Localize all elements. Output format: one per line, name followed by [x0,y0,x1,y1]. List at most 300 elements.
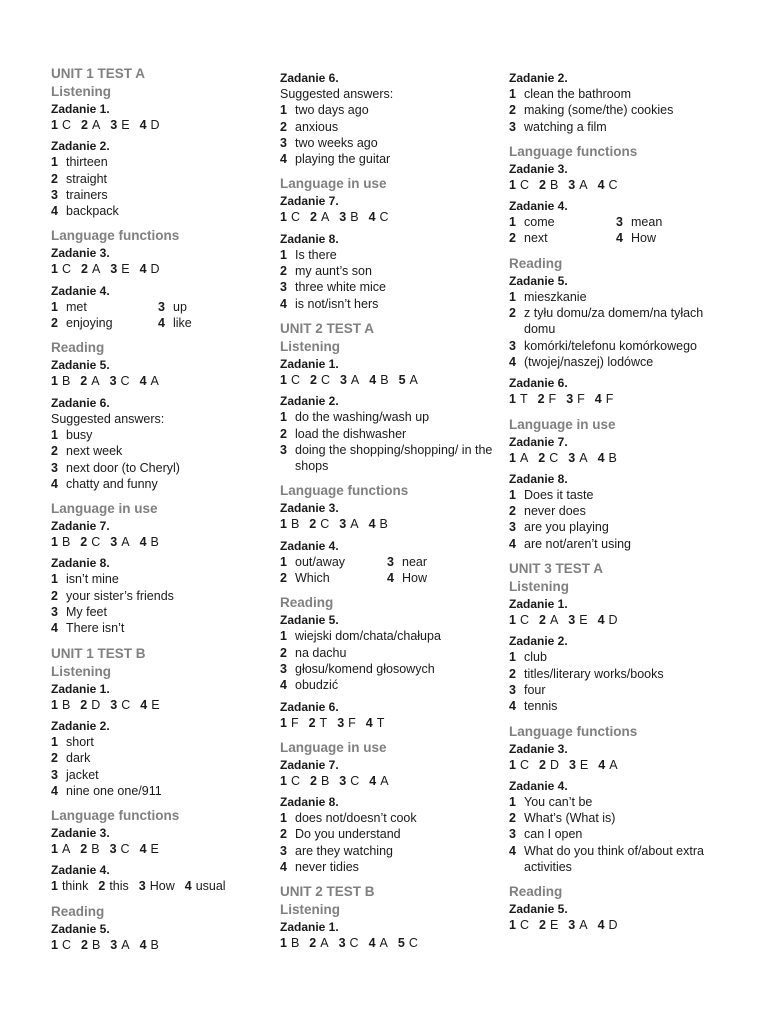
answer-number: 1 [280,936,287,951]
answer-number: 4 [368,210,376,225]
answer-pair [309,516,329,532]
answer-number: 2 [309,372,317,387]
section-heading: Language functions [280,483,409,499]
task-title: Zadanie 2. [509,71,568,85]
answer-row [51,841,269,857]
answer-row [51,697,269,713]
answer-text: do the washing/wash up [295,410,430,425]
answer-value: A [519,450,529,465]
answer-value: F [348,715,356,730]
answer-number: 1 [51,299,58,314]
answer-number: 4 [594,392,602,407]
answer-number: 2 [509,306,516,321]
answer-value: D [608,918,618,933]
answer-pair [140,117,160,133]
answer-number: 3 [568,918,576,933]
answer-pair [280,773,300,789]
answer-number: 4 [509,699,516,714]
answer-list [509,487,727,552]
answer-item [509,119,727,135]
answer-pair [569,757,588,773]
answer-number: 2 [309,517,317,532]
answer-pair [340,372,359,388]
task-title: Zadanie 1. [51,102,110,116]
answer-number: 2 [509,504,516,519]
answer-number: 3 [509,338,516,353]
answer-item [509,519,727,535]
answer-number: 3 [51,187,58,202]
answer-number: 4 [140,697,148,712]
answer-item [509,666,727,682]
answer-value: T [519,392,528,407]
answer-item [51,171,269,187]
answer-row [280,516,498,532]
answer-list [280,810,498,875]
section-heading: Language in use [280,176,387,192]
answer-list [509,794,727,875]
answer-number: 1 [280,103,287,118]
answer-key-column-3 [509,65,727,934]
answer-number: 2 [509,103,516,118]
section-heading: UNIT 1 TEST B [51,645,146,661]
answer-text: nine one one/911 [66,783,162,798]
answer-pair [309,935,328,951]
answer-text: like [173,316,192,331]
answer-number: 4 [139,262,147,277]
section-heading: Reading [51,340,105,356]
answer-number: 4 [280,296,287,311]
answer-item [509,682,727,698]
answer-item [509,487,727,503]
answer-number: 2 [98,879,106,894]
answer-value: B [608,450,617,465]
answer-pair [80,841,99,857]
task-title: Zadanie 2. [280,394,339,409]
answer-number: 4 [509,843,516,858]
answer-item [51,187,269,203]
answer-number: 4 [51,476,58,491]
answer-text: How [631,231,657,246]
answer-number: 2 [80,374,88,389]
task-title: Zadanie 8. [280,231,339,246]
answer-item [509,338,727,354]
answer-list [509,289,727,370]
answer-number: 2 [309,210,317,225]
answer-pair [598,757,617,773]
answer-pair [369,773,388,789]
answer-number: 3 [337,715,345,730]
subsection-heading: Listening [51,663,111,679]
answer-pair [310,372,330,388]
answer-value: E [579,757,589,772]
answer-text: short [66,734,94,749]
answer-value: A [549,613,559,628]
answer-item [51,767,269,783]
answer-text: isn’t mine [66,572,119,587]
answer-pair [369,935,388,951]
answer-item [280,554,387,570]
answer-value: C [120,374,130,389]
answer-number: 2 [509,666,516,681]
answer-number: 2 [80,697,88,712]
answer-value: How [149,879,175,894]
answer-number: 1 [51,118,58,132]
answer-pair [140,841,159,857]
answer-value: C [519,613,529,628]
answer-number: 1 [509,450,516,465]
answer-number: 2 [80,937,88,952]
answer-value: B [61,697,71,712]
answer-pair [509,177,529,193]
answer-number: 4 [280,152,287,167]
answer-pair [369,209,389,225]
answer-text: titles/literary works/books [524,666,664,681]
task-title: Zadanie 3. [280,501,339,516]
answer-value: C [320,517,330,532]
answer-item [509,305,727,338]
answer-item [280,645,498,661]
answer-value: T [319,715,328,730]
answer-value: A [579,177,588,192]
answer-pair [140,534,159,550]
answer-text: dark [66,751,91,766]
answer-text: watching a film [524,119,607,134]
task-title: Zadanie 4. [509,778,568,793]
answer-value: A [150,374,159,389]
answer-text: mean [631,215,663,230]
answer-value: B [379,517,388,532]
answer-pair [140,697,159,713]
answer-row [51,373,269,389]
answer-text: doing the shopping/shopping/ in the shops [295,442,493,474]
answer-number: 2 [280,645,287,660]
answer-number: 4 [387,571,394,586]
answer-item [51,571,269,587]
answer-number: 3 [109,374,117,389]
answer-pair [280,715,299,731]
answer-number: 2 [537,392,545,407]
section-heading: Language in use [509,416,616,432]
answer-text: come [524,215,555,230]
task-title: Zadanie 7. [280,194,339,209]
answer-number: 1 [280,715,287,730]
answer-number: 2 [538,177,546,192]
answer-pair [595,391,614,407]
answer-item [51,783,269,799]
answer-number: 1 [509,392,516,407]
answer-number: 1 [509,289,516,304]
answer-number: 1 [51,427,58,442]
answer-number: 3 [110,697,118,712]
answer-number: 1 [509,87,516,101]
answer-number: 1 [51,842,58,857]
answer-item [51,443,269,459]
answer-pair [51,534,70,550]
answer-number: 3 [280,843,287,858]
answer-text: busy [66,427,93,442]
task-title: Zadanie 2. [51,139,110,154]
task-title: Zadanie 4. [51,283,110,298]
answer-number: 4 [597,613,605,628]
task-title: Zadanie 1. [280,920,339,935]
answer-pair [339,209,358,225]
answer-item [51,154,269,170]
answer-grid [51,299,269,332]
answer-value: C [290,372,300,387]
answer-value: T [376,715,385,730]
answer-item [509,698,727,714]
answer-number: 3 [509,119,516,134]
answer-text: club [524,650,547,665]
task-title: Zadanie 6. [509,376,568,391]
answer-item [387,570,494,586]
answer-row [51,261,269,277]
answer-number: 3 [568,177,576,192]
answer-pair [280,209,300,225]
answer-item [280,810,498,826]
answer-row [280,715,498,731]
answer-text: your sister’s friends [66,588,174,603]
task-title: Zadanie 5. [51,358,110,373]
section-heading: Reading [280,595,334,611]
answer-text: thirteen [66,155,108,170]
answer-value: B [61,535,71,550]
answer-number: 4 [280,860,287,875]
answer-number: 3 [509,682,516,697]
answer-number: 2 [538,757,546,772]
answer-text: can I open [524,827,583,842]
task-title: Zadanie 4. [51,863,110,878]
answer-number: 4 [158,316,165,331]
answer-pair [140,937,159,953]
answer-item [280,247,498,263]
answer-item [280,263,498,279]
answer-text: jacket [66,767,99,782]
answer-pair [509,450,528,466]
task-title: Zadanie 6. [280,71,339,85]
answer-text: straight [66,171,107,186]
answer-item [280,628,498,644]
answer-value: usual [195,879,226,894]
answer-value: A [380,773,389,788]
answer-pair [509,757,529,773]
answer-number: 3 [339,372,347,387]
answer-pair [139,878,175,894]
answer-number: 4 [139,842,147,857]
answer-number: 2 [51,444,58,459]
answer-pair [598,450,617,466]
answer-number: 1 [509,794,516,809]
answer-number: 2 [51,171,58,186]
answer-value: B [91,842,100,857]
answer-pair [51,373,70,389]
answer-row [280,372,498,388]
answer-text: my aunt’s son [295,264,372,279]
answer-text: obudzić [295,678,339,693]
answer-pair [110,373,130,389]
answer-pair [568,917,587,933]
answer-number: 3 [509,827,516,842]
answer-grid [280,554,498,587]
answer-value: C [519,918,529,933]
answer-pair [51,697,70,713]
answer-pair [80,373,99,389]
answer-value: F [290,715,299,730]
task-title: Zadanie 1. [509,597,568,612]
answer-number: 2 [80,262,88,277]
answer-value: C [290,210,300,225]
answer-text: clean the bathroom [524,87,632,101]
task-title: Zadanie 5. [509,273,568,288]
answer-value: A [121,535,130,550]
answer-number: 3 [110,118,118,132]
answer-number: 3 [568,757,576,772]
answer-pair [339,516,358,532]
answer-value: B [380,372,389,387]
answer-text: are not/aren’t using [524,536,632,551]
answer-number: 3 [509,520,516,535]
answer-value: A [579,450,588,465]
answer-number: 1 [51,937,58,952]
answer-number: 1 [280,210,287,225]
answer-number: 2 [51,588,58,603]
answer-pair [566,391,585,407]
task-title: Zadanie 3. [509,161,568,176]
answer-value: D [91,697,101,712]
section-heading: Language in use [51,501,158,517]
answer-text: next week [66,444,123,459]
answer-item [51,299,158,315]
answer-list [51,427,269,492]
answer-text: two days ago [295,103,369,118]
answer-item [280,843,498,859]
answer-item [509,810,727,826]
answer-value: E [150,842,159,857]
answer-number: 3 [387,554,394,569]
answer-pair [539,917,558,933]
answer-value: C [320,372,330,387]
answer-item [51,734,269,750]
answer-item [509,289,727,305]
answer-text: chatty and funny [66,476,158,491]
answer-pair [339,935,359,951]
task-title: Zadanie 1. [280,356,339,371]
answer-number: 2 [51,751,58,766]
answer-pair [369,516,388,532]
answer-number: 2 [308,715,316,730]
answer-value: A [350,372,360,387]
answer-number: 3 [339,773,347,788]
answer-item [509,503,727,519]
answer-text: mieszkanie [524,289,587,304]
answer-pair [398,935,418,951]
answer-value: A [320,210,330,225]
answer-pair [140,261,160,277]
answer-text: (twojej/naszej) lodówce [524,354,654,369]
answer-value: A [121,937,130,952]
answer-value: B [91,937,101,952]
answer-text: Which [295,571,330,586]
answer-number: 3 [339,210,347,225]
answer-item [509,843,727,876]
answer-key-column-2 [280,65,498,952]
answer-item [280,570,387,586]
answer-pair [81,117,100,133]
answer-value: B [549,177,559,192]
answer-pair [185,878,226,894]
answer-value: B [350,210,359,225]
answer-text: load the dishwasher [295,426,407,441]
answer-number: 1 [509,215,516,230]
answer-number: 1 [280,372,287,387]
answer-pair [280,935,299,951]
answer-number: 3 [280,661,287,676]
answer-text: Do you understand [295,827,401,842]
answer-text: You can’t be [524,794,593,809]
section-heading: Language functions [51,808,180,824]
task-title: Zadanie 8. [280,795,339,810]
section-heading: Language functions [509,143,638,159]
answer-value: B [150,535,159,550]
answer-number: 1 [280,773,287,788]
section-heading: Reading [51,903,105,919]
answer-number: 2 [280,264,287,279]
answer-number: 4 [369,773,377,788]
task-title: Zadanie 3. [51,826,110,841]
answer-number: 1 [51,572,58,587]
answer-text: My feet [66,605,107,620]
answer-number: 3 [51,605,58,620]
answer-text: wiejski dom/chata/chałupa [295,629,441,644]
answer-value: A [409,372,418,387]
answer-text: enjoying [66,316,113,331]
answer-number: 2 [51,316,58,331]
answer-number: 4 [368,936,376,951]
answer-value: C [608,177,618,192]
task-title: Zadanie 7. [509,434,568,449]
answer-value: C [349,936,359,951]
answer-item [51,203,269,219]
answer-pair [598,917,618,933]
answer-item [280,661,498,677]
answer-number: 3 [110,535,118,550]
answer-row [280,773,498,789]
answer-pair [81,937,100,953]
answer-number: 1 [280,811,287,826]
answer-number: 2 [280,426,287,441]
answer-pair [51,937,71,953]
answer-number: 1 [509,177,516,192]
answer-number: 4 [51,621,58,636]
answer-item [509,794,727,810]
answer-pair [280,516,299,532]
answer-row [280,935,498,951]
answer-item [509,826,727,842]
answer-row [509,177,727,193]
answer-number: 4 [184,879,192,894]
answer-number: 4 [597,450,605,465]
answer-pair [337,715,356,731]
task-title: Zadanie 6. [280,699,339,714]
section-heading: UNIT 2 TEST B [280,884,375,900]
answer-number: 4 [509,354,516,369]
task-title: Zadanie 7. [51,519,110,534]
answer-item [51,604,269,620]
answer-number: 3 [568,613,576,628]
answer-text: out/away [295,554,346,569]
answer-item [280,426,498,442]
answer-number: 5 [398,372,406,387]
